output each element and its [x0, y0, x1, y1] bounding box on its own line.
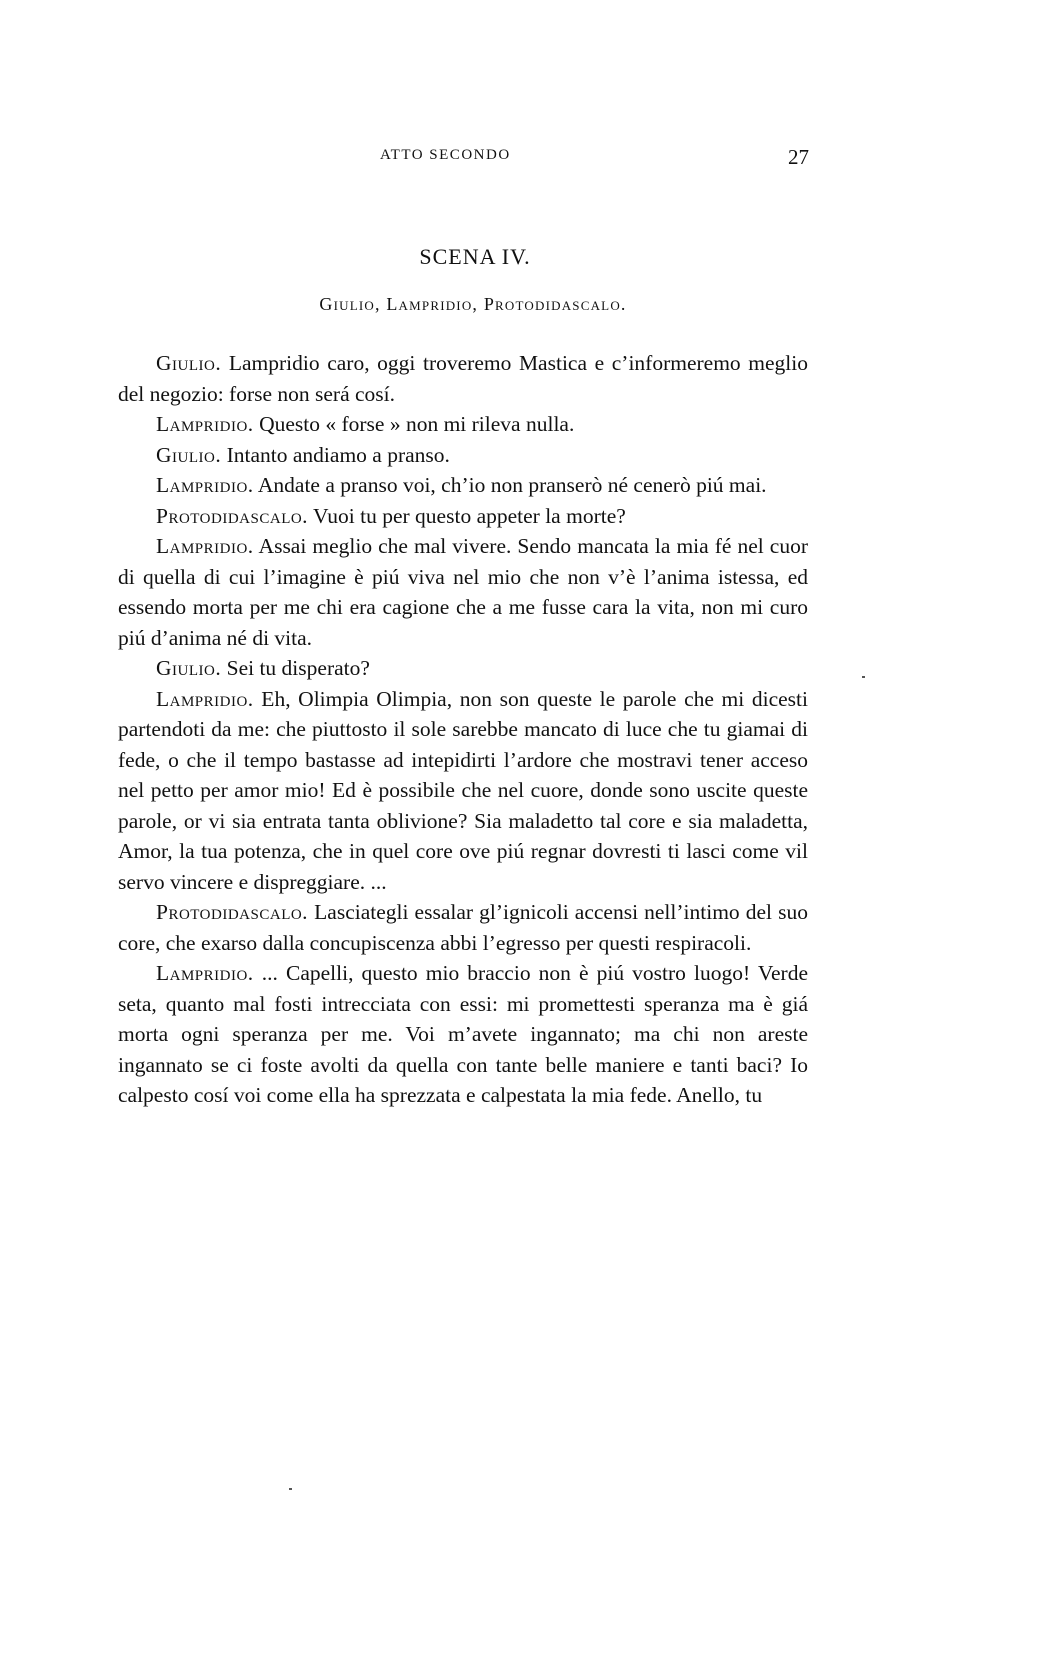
scan-speck — [862, 676, 865, 678]
speaker-name: Lampridio. — [156, 534, 254, 558]
dialogue-paragraph — [118, 501, 808, 532]
scan-speck — [289, 1488, 292, 1490]
speaker-name: Protodidascalo. — [156, 503, 309, 528]
speaker-name: Lampridio. — [156, 473, 254, 497]
scene-title: SCENA IV. — [419, 244, 531, 269]
dialogue-paragraph — [118, 470, 808, 501]
speaker-name: Giulio. — [156, 442, 222, 467]
running-title: ATTO SECONDO — [380, 147, 511, 163]
dialogue-paragraph — [118, 958, 808, 1111]
dialogue-text: Questo « forse » non mi rileva nulla. — [253, 412, 575, 436]
body-text — [118, 348, 808, 1111]
dialogue-text: Intanto andiamo a pranso. — [221, 442, 450, 467]
speaker-name: Giulio. — [156, 656, 222, 680]
page-number: 27 — [788, 145, 809, 169]
dialogue-text: Vuoi tu per questo appeter la morte? — [308, 503, 626, 528]
dialogue-text: Lampridio caro, oggi troveremo Mastica e c’informeremo meglio del negozio: forse non será cosí. — [118, 351, 808, 406]
dialogue-text: Eh, Olimpia Olimpia, non son queste le parole che mi dicesti partendoti da me: che piuttosto il sole sarebbe mancato di luce che tu giamai di fede, o che il tempo bastasse ad intepidirti l’ardore che mostravi tener acceso nel petto per amor mio! Ed è possibile che nel cuore, donde sono uscite queste parole, or vi sia entrata tanta oblivione? Sia maladetto tal core e sia maladetta, Amor, la tua potenza, che in quel core ove piú regnar dovresti ti lasci come vil servo vincere e dispreggiare. ... — [118, 686, 808, 894]
dialogue-paragraph — [118, 531, 808, 653]
speaker-name: Lampridio. — [156, 686, 254, 711]
speaker-name: Giulio. — [156, 351, 222, 375]
speaker-name: Protodidascalo. — [156, 900, 309, 924]
dialogue-text: ... Capelli, questo mio braccio non è piú vostro luogo! Verde seta, quanto mal fosti intrecciata con essi: mi promettesti speranza ma è giá morta ogni speranza per me. Voi m’avete ingannato; ma chi non areste ingannato se ci foste avolti da quella con tante belle maniere e tanti baci? Io calpesto cosí voi come ella ha sprezzata e calpestata la mia fede. Anello, tu — [118, 961, 808, 1107]
dialogue-paragraph — [118, 440, 808, 471]
speaker-name: Lampridio. — [156, 412, 254, 436]
scene-characters: Giulio, Lampridio, Protodidascalo. — [319, 294, 627, 314]
dialogue-text: Assai meglio che mal vivere. Sendo mancata la mia fé nel cuor di quella di cui l’imagine è piú viva nel mio che non v’è l’anima istessa, ed essendo morta per me chi era cagione che a me fusse cara la vita, non mi curo piú d’anima né di vita. — [118, 534, 808, 650]
speaker-name: Lampridio. — [156, 961, 254, 985]
dialogue-text: Sei tu disperato? — [221, 656, 370, 680]
dialogue-paragraph — [118, 684, 808, 898]
dialogue-paragraph — [118, 897, 808, 958]
dialogue-paragraph — [118, 409, 808, 440]
dialogue-text: Lasciategli essalar gl’ignicoli accensi nell’intimo del suo core, che exarso dalla concupiscenza abbi l’egresso per questi respiracoli. — [118, 900, 808, 955]
dialogue-text: Andate a pranso voi, ch’io non pranserò né cenerò piú mai. — [253, 473, 767, 497]
dialogue-paragraph — [118, 653, 808, 684]
dialogue-paragraph — [118, 348, 808, 409]
running-header — [0, 147, 1052, 171]
